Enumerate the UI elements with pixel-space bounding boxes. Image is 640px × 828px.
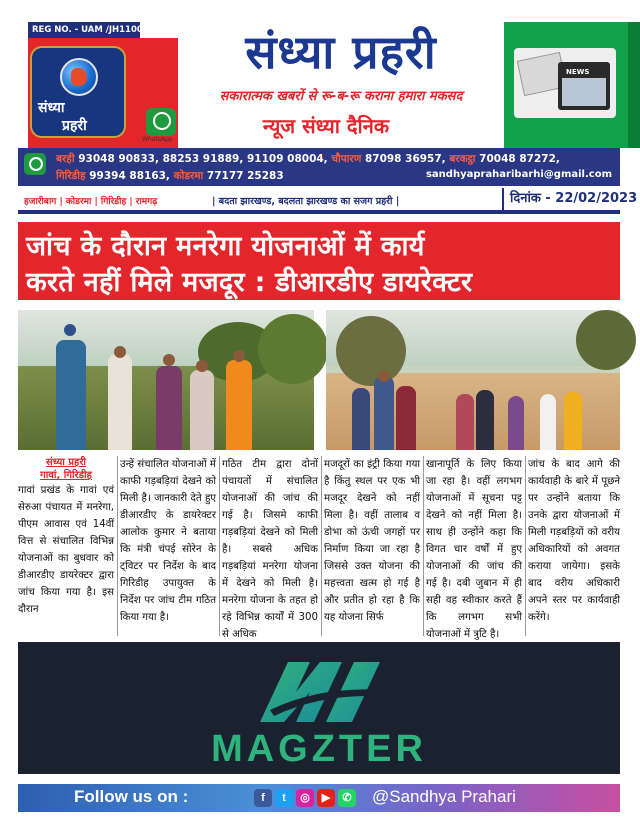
logo-text-2: प्रहरी — [62, 118, 87, 134]
brand-logo — [30, 46, 126, 138]
article-column-2: उन्हें संचालित योजनाओं में काफी गड़बड़ियां देखने को मिली है। जानकारी देते हुए डीआरडीए के डायरेक्टर आलोक कुमार ने बताया कि मंत्री चंपई सोरेन के ट्विटर पर निर्देश के बाद गिरिडीह उपायुक्त के निर्देश पर जांच टीम गठित किया गया है। — [120, 459, 217, 623]
masthead — [0, 0, 640, 148]
issue-date: दिनांक - 22/02/2023 — [502, 188, 620, 210]
social-icons — [254, 789, 356, 807]
contact-line-1: बरही 93048 90833, 88253 91889, 91109 08004, चौपारण 87098 36957, बरकट्ठा 70048 87272, — [56, 153, 560, 165]
whatsapp-icon — [24, 153, 46, 175]
youtube-icon[interactable]: ▶ — [317, 789, 335, 807]
article-column-6: जांच के बाद आगे की कार्यवाही के बारे में पूछने पर उन्होंने बताया कि उनके द्वारा योजनाओं में मिली गड़बड़ियों को वरीय अधिकारियों को अवगत कराया जायेगा। इसके बाद वरीय अधिकारी अपने स्तर पर कार्यवाही करेंगे। — [528, 459, 620, 623]
globe-icon — [60, 58, 98, 96]
advertisement[interactable] — [18, 642, 620, 774]
whatsapp-icon[interactable]: ✆ — [338, 789, 356, 807]
info-bar — [18, 188, 638, 214]
article-photo-2 — [326, 310, 620, 450]
magzter-logo-icon — [250, 656, 390, 728]
article-dateline-place: गावां, गिरिडीह — [40, 470, 92, 481]
logo-text-1: संध्या — [38, 100, 65, 116]
article-column-4: मजदूरों का इंट्री किया गया है किंतु स्थल पर एक भी मजदूर देखने को नहीं मिला है। वहीं तालाब व डोभा को ऊंची जगहों पर निर्माण किया जा रहा है जिससे उक्त योजना की महत्त्वता खत्म हो गई है और प्रतीत हो रहा है कि यह योजना सिर्फ — [324, 459, 420, 623]
article-column-3: गठित टीम द्वारा दोनों पंचायतों में संचालित योजनाओं की जांच की गई है। जिसमे काफी गड़बड़ियां देखने को मिली है। सबसे अधिक गड़बड़ियां मनरेगा योजना में देखने को मिली है। मनरेगा योजना के तहत हो रहे विभिन्न कार्यों में 300 से अधिक — [222, 459, 318, 640]
whatsapp-icon — [146, 108, 176, 136]
article-text: गावां प्रखंड के गावां एवं सेरुआ पंचायत में मनरेगा, पीएम आवास एवं 14वीं वित्त से संचालित विभिन्न योजनाओं का बुधवार को डीआरडीए डायरेक्टर द्वारा जांच किया गया है। इस दौरान — [18, 485, 114, 615]
green-corner — [628, 22, 640, 148]
facebook-icon[interactable]: f — [254, 789, 272, 807]
article-photo-1 — [18, 310, 314, 450]
footer-social-bar — [18, 784, 620, 812]
ad-brand-name: MAGZTER — [211, 728, 427, 770]
headline-line-1: जांच के दौरान मनरेगा योजनाओं में कार्य — [26, 231, 425, 262]
instagram-icon[interactable]: ◎ — [296, 789, 314, 807]
article-column-1 — [18, 456, 114, 618]
headline-line-2: करते नहीं मिले मजदूर : डीआरडीए डायरेक्टर — [26, 267, 473, 298]
twitter-icon[interactable]: t — [275, 789, 293, 807]
masthead-tagline: सकारात्मक खबरों से रू-ब-रू कराना हमारा मकसद — [219, 89, 463, 104]
contact-bar — [18, 148, 620, 186]
email-address[interactable]: sandhyapraharibarhi@gmail.com — [425, 169, 612, 180]
info-tagline: | बदता झारखण्ड, बदलता झारखण्ड का सजग प्रहरी | — [212, 196, 400, 207]
edition-places: हजारीबाग | कोडरमा | गिरिडीह | रामगढ़ — [24, 197, 158, 207]
newspaper-subtitle: न्यूज संध्या दैनिक — [262, 114, 390, 138]
article-dateline-source: संध्या प्रहरी — [45, 457, 87, 468]
registration-number: REG NO. - UAM /JH110005169 — [28, 22, 140, 38]
newspaper-image — [514, 48, 616, 118]
whatsapp-label: WhatsApp — [142, 136, 173, 143]
contact-line-2: गिरिडीह 99394 88163, कोडरमा 77177 25283 — [56, 170, 284, 182]
newspaper-title: संध्या प्रहरी — [245, 25, 437, 79]
follow-label: Follow us on : — [74, 787, 189, 806]
headline — [18, 222, 620, 300]
social-handle[interactable]: @Sandhya Prahari — [372, 787, 516, 806]
article-column-5: खानापूर्ति के लिए किया जा रहा है। वहीं लगभग योजनाओं में सूचना पट्ट देखने को नहीं मिला है। साथ ही उन्होंने कहा कि विगत चार वर्षों में हुए योजनाओं की जांच की गई है। दबी जुबान में ही सही वह स्वीकार करते हैं कि लगभग सभी योजनाओं में त्रुटि है। — [426, 459, 522, 640]
